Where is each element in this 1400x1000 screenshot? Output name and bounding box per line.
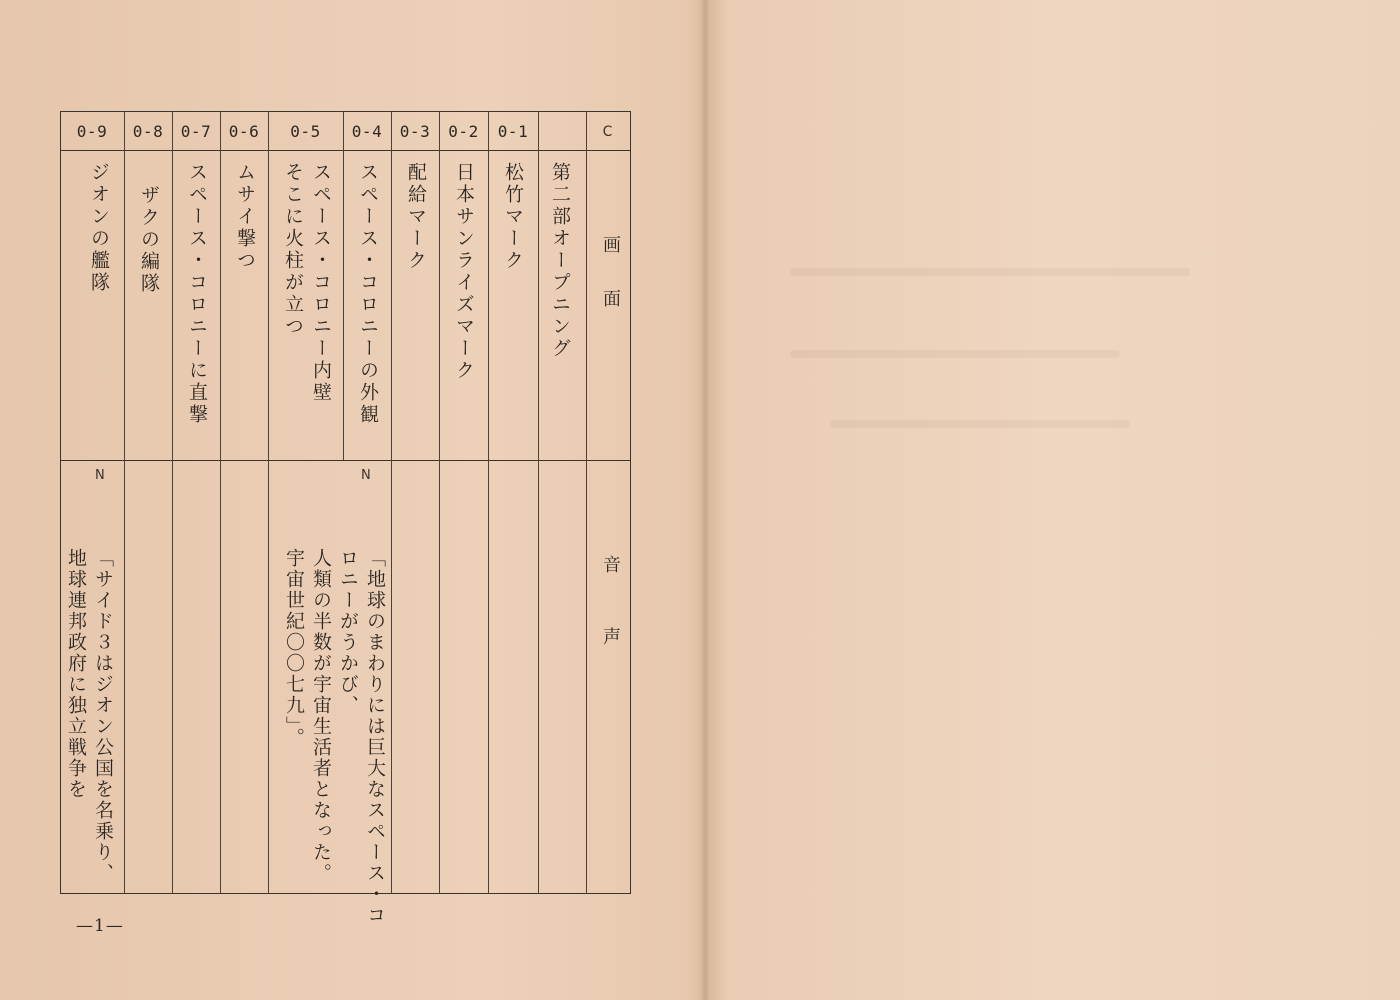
column-divider xyxy=(124,111,125,894)
table-top-rule xyxy=(60,111,630,112)
screen-description: 配給マーク xyxy=(405,162,427,272)
screen-description: スペース・コロニー内壁 そこに火柱が立つ xyxy=(282,162,332,404)
script-page-right xyxy=(710,0,1400,1000)
screen-description: 日本サンライズマーク xyxy=(453,162,475,382)
column-divider xyxy=(172,111,173,894)
screen-header-label: 画 面 xyxy=(600,235,621,307)
table-bottom-rule xyxy=(60,893,630,894)
screen-description: 松竹マーク xyxy=(502,162,524,272)
table-header-rule xyxy=(60,150,630,151)
cut-number: 0-8 xyxy=(132,122,164,141)
narration-text: 「サイド３はジオン公国を名乗り、 地球連邦政府に独立戦争を xyxy=(65,548,114,884)
cut-number: 0-1 xyxy=(497,122,529,141)
screen-description: スペース・コロニーの外観 xyxy=(357,162,379,426)
show-through-ghost xyxy=(790,268,1190,276)
screen-description: ザクの編隊 xyxy=(138,185,160,295)
cut-number: 0-2 xyxy=(448,122,479,141)
narration-marker: N xyxy=(361,468,371,483)
show-through-ghost xyxy=(790,350,1120,358)
screen-description: スペース・コロニーに直撃 xyxy=(186,162,208,426)
show-through-ghost xyxy=(830,420,1130,428)
cut-number: 0-7 xyxy=(180,122,212,141)
cut-number: 0-5 xyxy=(290,122,321,141)
cut-number: 0-4 xyxy=(351,122,383,141)
table-middle-rule xyxy=(60,460,630,461)
narration-text: 「地球のまわりには巨大なスペース・コ ロニーがうかび、 人類の半数が宇宙生活者となった。 宇宙世紀〇〇七九」。 xyxy=(283,548,386,926)
narration-marker: N xyxy=(95,468,105,483)
column-divider xyxy=(268,111,269,894)
column-divider xyxy=(439,111,440,894)
column-divider xyxy=(391,111,392,894)
cut-number: 0-3 xyxy=(399,122,431,141)
page-number: —1— xyxy=(76,916,124,936)
column-divider xyxy=(343,111,344,460)
sound-header-label: 音 声 xyxy=(600,555,621,645)
cut-number xyxy=(538,118,586,146)
column-divider xyxy=(488,111,489,894)
cut-number: 0-9 xyxy=(76,122,108,141)
cut-number: 0-6 xyxy=(228,122,260,141)
column-divider xyxy=(538,111,539,894)
column-divider xyxy=(586,111,587,894)
c-column-header: C xyxy=(602,124,613,140)
screen-description: ジオンの艦隊 xyxy=(88,162,110,294)
screen-description: 第二部オープニング xyxy=(549,162,571,360)
column-divider xyxy=(220,111,221,894)
screen-description: ムサイ撃つ xyxy=(234,162,256,272)
